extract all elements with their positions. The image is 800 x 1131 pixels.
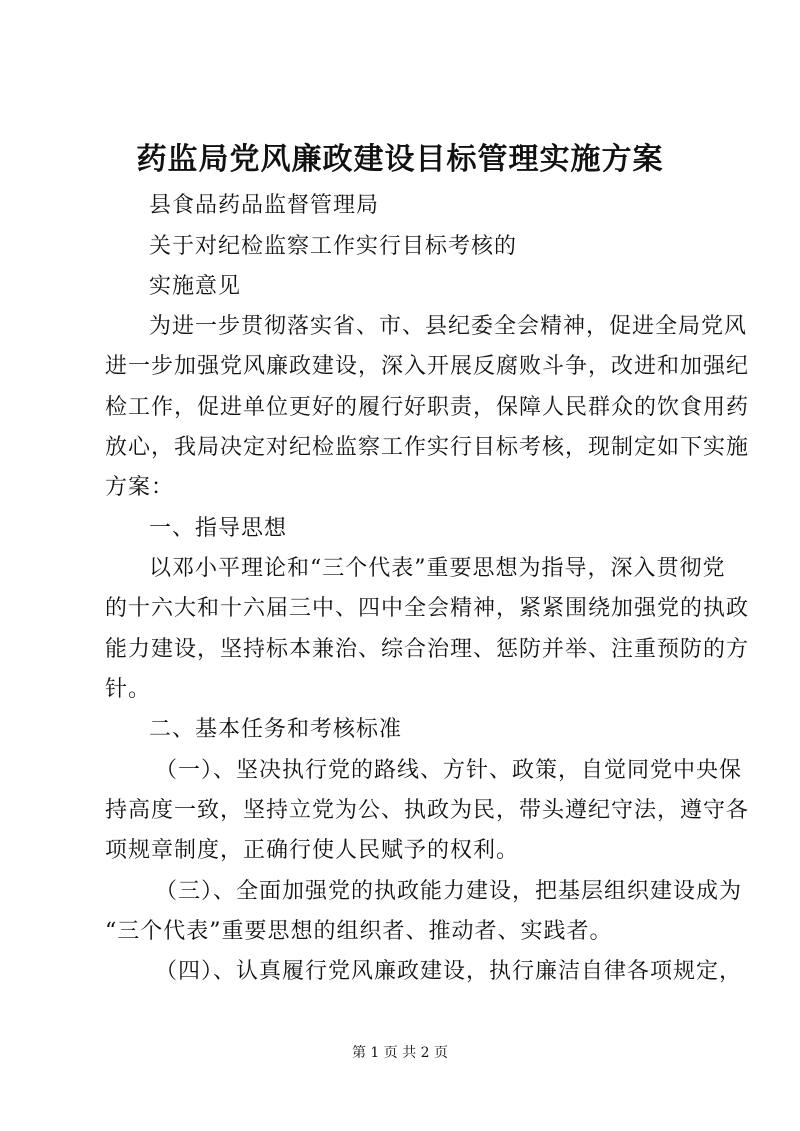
section-heading: 二、基本任务和考核标准 (149, 717, 403, 742)
paragraph-line: 能力建设，坚持标本兼治、综合治理、惩防并举、注重预防的方 (105, 637, 750, 662)
paragraph-line: 进一步加强党风廉政建设，深入开展反腐败斗争，改进和加强纪 (105, 354, 750, 379)
paragraph-line: 放心，我局决定对纪检监察工作实行目标考核，现制定如下实施 (105, 435, 750, 460)
paragraph-line: 为进一步贯彻落实省、市、县纪委全会精神，促进全局党风 (149, 314, 748, 339)
subtitle-line-2: 实施意见 (149, 274, 242, 299)
document-title: 药监局党风廉政建设目标管理实施方案 (136, 142, 664, 177)
paragraph-line: （四）、认真履行党风廉政建设，执行廉洁自律各项规定， (155, 959, 743, 984)
paragraph-line: 以邓小平理论和“三个代表”重要思想为指导，深入贯彻党 (149, 556, 726, 581)
paragraph-line: 的十六大和十六届三中、四中全会精神，紧紧围绕加强党的执政 (105, 596, 750, 621)
org-name-line: 县食品药品监督管理局 (149, 193, 380, 218)
subtitle-line-1: 关于对纪检监察工作实行目标考核的 (149, 234, 518, 259)
paragraph-line: 持高度一致，坚持立党为公、执政为民，带头遵纪守法，遵守各 (105, 798, 750, 823)
page-footer: 第 1 页 共 2 页 (351, 1045, 449, 1061)
section-heading: 一、指导思想 (149, 516, 288, 541)
paragraph-line: 方案： (105, 475, 175, 500)
paragraph-line: “三个代表”重要思想的组织者、推动者、实践者。 (105, 919, 613, 944)
paragraph-line: （一）、坚决执行党的路线、方针、政策，自觉同党中央保 (155, 758, 743, 783)
paragraph-line: 针。 (105, 677, 152, 702)
paragraph-line: （三）、全面加强党的执政能力建设，把基层组织建设成为 (155, 879, 743, 904)
paragraph-line: 检工作，促进单位更好的履行好职责，保障人民群众的饮食用药 (105, 395, 750, 420)
paragraph-line: 项规章制度，正确行使人民赋予的权利。 (105, 838, 520, 863)
